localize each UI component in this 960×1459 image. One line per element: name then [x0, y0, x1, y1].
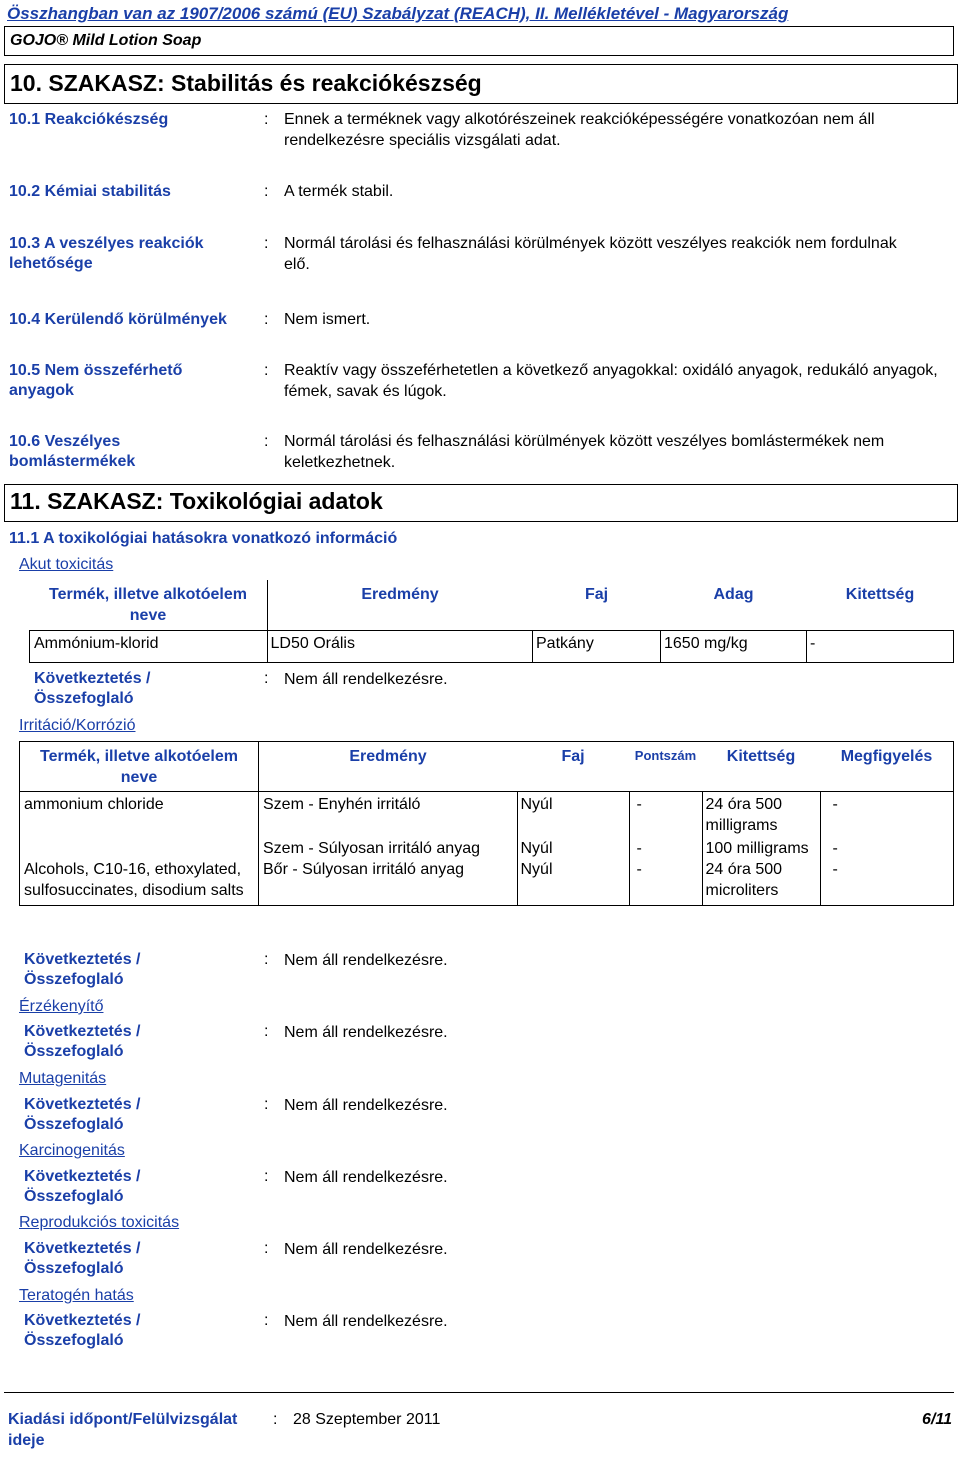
cell-result: LD50 Orális — [270, 634, 355, 652]
colon: : — [264, 311, 269, 328]
colon: : — [264, 951, 269, 968]
conclusion-value: Nem áll rendelkezésre. — [284, 1024, 448, 1041]
conclusion-label: Következtetés / Összefoglaló — [24, 1240, 141, 1277]
col-result: Eredmény — [259, 742, 518, 792]
conclusion-value: Nem áll rendelkezésre. — [284, 1241, 448, 1258]
col-exposure: Kitettség — [702, 742, 820, 792]
cell-species: Nyúl — [520, 796, 553, 813]
item-10-2-label: 10.2 Kémiai stabilitás — [9, 183, 171, 200]
cell-observation: - — [832, 796, 838, 813]
cell-dose: 1650 mg/kg — [664, 634, 748, 652]
cell-exposure: - — [810, 634, 816, 652]
section-10-title: 10. SZAKASZ: Stabilitás és reakciókészség — [4, 64, 958, 104]
conclusion-label: Következtetés / Összefoglaló — [24, 1168, 141, 1205]
section-11-title: 11. SZAKASZ: Toxikológiai adatok — [4, 484, 958, 522]
colon: : — [264, 1240, 269, 1257]
sensitization-heading: Érzékenyítő — [19, 998, 104, 1015]
table-row — [20, 792, 954, 839]
col-name: Termék, illetve alkotóelem neve — [20, 742, 259, 792]
cell-score: - — [636, 861, 642, 878]
acute-conclusion-label: Következtetés / Összefoglaló — [34, 670, 151, 707]
colon: : — [264, 433, 269, 450]
footer-divider — [4, 1392, 954, 1393]
col-species: Faj — [517, 742, 629, 792]
item-10-5-label: 10.5 Nem összeférhető anyagok — [9, 362, 183, 399]
cell-observation: - — [832, 861, 838, 878]
irritation-conclusion-label: Következtetés / Összefoglaló — [24, 951, 141, 988]
table-row — [20, 859, 954, 906]
acute-toxicity-heading: Akut toxicitás — [19, 556, 114, 573]
colon: : — [273, 1411, 278, 1428]
item-10-1-value: Ennek a terméknek vagy alkotórészeinek reakcióképességére vonatkozóan nem áll rendelkezésre speciális vizsgálati adat. — [284, 111, 875, 149]
col-dose: Adag — [713, 586, 754, 603]
colon: : — [264, 670, 269, 687]
cell-species: Nyúl — [520, 861, 553, 878]
item-10-2-value: A termék stabil. — [284, 183, 394, 200]
cell-score: - — [636, 840, 642, 857]
cell-result: Szem - Súlyosan irritáló anyag — [263, 840, 480, 857]
carcinogenicity-heading: Karcinogenitás — [19, 1142, 125, 1159]
cell-observation: - — [832, 840, 838, 857]
irritation-table — [19, 741, 954, 906]
col-name: Termék, illetve alkotóelem neve — [30, 580, 268, 630]
cell-result: Szem - Enyhén irritáló — [263, 796, 421, 813]
footer-issue-date: 28 Szeptember 2011 — [293, 1411, 441, 1428]
cell-name: ammonium chloride — [24, 796, 164, 813]
item-10-3-value: Normál tárolási és felhasználási körülmények között veszélyes reakciók nem fordulnak elő. — [284, 235, 897, 273]
cell-name: Alcohols, C10-16, ethoxylated, sulfosuccinates, disodium salts — [24, 861, 244, 899]
irritation-conclusion-value: Nem áll rendelkezésre. — [284, 952, 448, 969]
section-11-1-subtitle: 11.1 A toxikológiai hatásokra vonatkozó információ — [9, 530, 398, 547]
item-10-6-label: 10.6 Veszélyes bomlástermékek — [9, 433, 136, 470]
conclusion-label: Következtetés / Összefoglaló — [24, 1096, 141, 1133]
cell-species: Nyúl — [520, 840, 553, 857]
cell-exposure: 24 óra 500 microliters — [705, 861, 783, 899]
colon: : — [264, 111, 269, 128]
product-name: GOJO® Mild Lotion Soap — [4, 26, 954, 56]
item-10-4-value: Nem ismert. — [284, 311, 371, 328]
acute-toxicity-table — [29, 580, 954, 663]
col-observation: Megfigyelés — [820, 742, 954, 792]
conclusion-label: Következtetés / Összefoglaló — [24, 1023, 141, 1060]
col-score: Pontszám — [629, 742, 702, 792]
reproductive-toxicity-heading: Reprodukciós toxicitás — [19, 1214, 180, 1231]
item-10-4-label: 10.4 Kerülendő körülmények — [9, 311, 227, 328]
col-result: Eredmény — [361, 586, 439, 603]
conclusion-label: Következtetés / Összefoglaló — [24, 1312, 141, 1349]
item-10-5-value: Reaktív vagy összeférhetetlen a következő anyagokkal: oxidáló anyagok, redukáló anyagok, fémek, savak és lúgok. — [284, 362, 938, 400]
conclusion-value: Nem áll rendelkezésre. — [284, 1097, 448, 1114]
item-10-3-label: 10.3 A veszélyes reakciók lehetősége — [9, 235, 204, 272]
footer-issue-date-label: Kiadási időpont/Felülvizsgálat ideje — [8, 1411, 238, 1449]
acute-conclusion-value: Nem áll rendelkezésre. — [284, 671, 448, 688]
cell-species: Patkány — [536, 634, 594, 652]
item-10-6-value: Normál tárolási és felhasználási körülmények között veszélyes bomlástermékek nem keletkezhetnek. — [284, 433, 885, 471]
colon: : — [264, 183, 269, 200]
item-10-1-label: 10.1 Reakciókészség — [9, 111, 169, 128]
table-row — [30, 630, 954, 662]
irritation-heading: Irritáció/Korrózió — [19, 717, 136, 734]
col-species: Faj — [584, 586, 609, 603]
col-exposure: Kitettség — [845, 586, 915, 603]
colon: : — [264, 362, 269, 379]
document-header: Összhangban van az 1907/2006 számú (EU) Szabályzat (REACH), II. Mellékletével - Magyarország — [7, 4, 789, 23]
cell-result: Bőr - Súlyosan irritáló anyag — [263, 861, 464, 878]
cell-exposure: 24 óra 500 milligrams — [705, 796, 783, 834]
colon: : — [264, 1168, 269, 1185]
colon: : — [264, 1023, 269, 1040]
page-number: 6/11 — [922, 1411, 952, 1428]
teratogenicity-heading: Teratogén hatás — [19, 1287, 134, 1304]
colon: : — [264, 1096, 269, 1113]
cell-score: - — [636, 796, 642, 813]
conclusion-value: Nem áll rendelkezésre. — [284, 1313, 448, 1330]
cell-name: Ammónium-klorid — [34, 634, 159, 652]
cell-exposure: 100 milligrams — [705, 840, 809, 857]
mutagenicity-heading: Mutagenitás — [19, 1070, 107, 1087]
colon: : — [264, 235, 269, 252]
colon: : — [264, 1312, 269, 1329]
conclusion-value: Nem áll rendelkezésre. — [284, 1169, 448, 1186]
